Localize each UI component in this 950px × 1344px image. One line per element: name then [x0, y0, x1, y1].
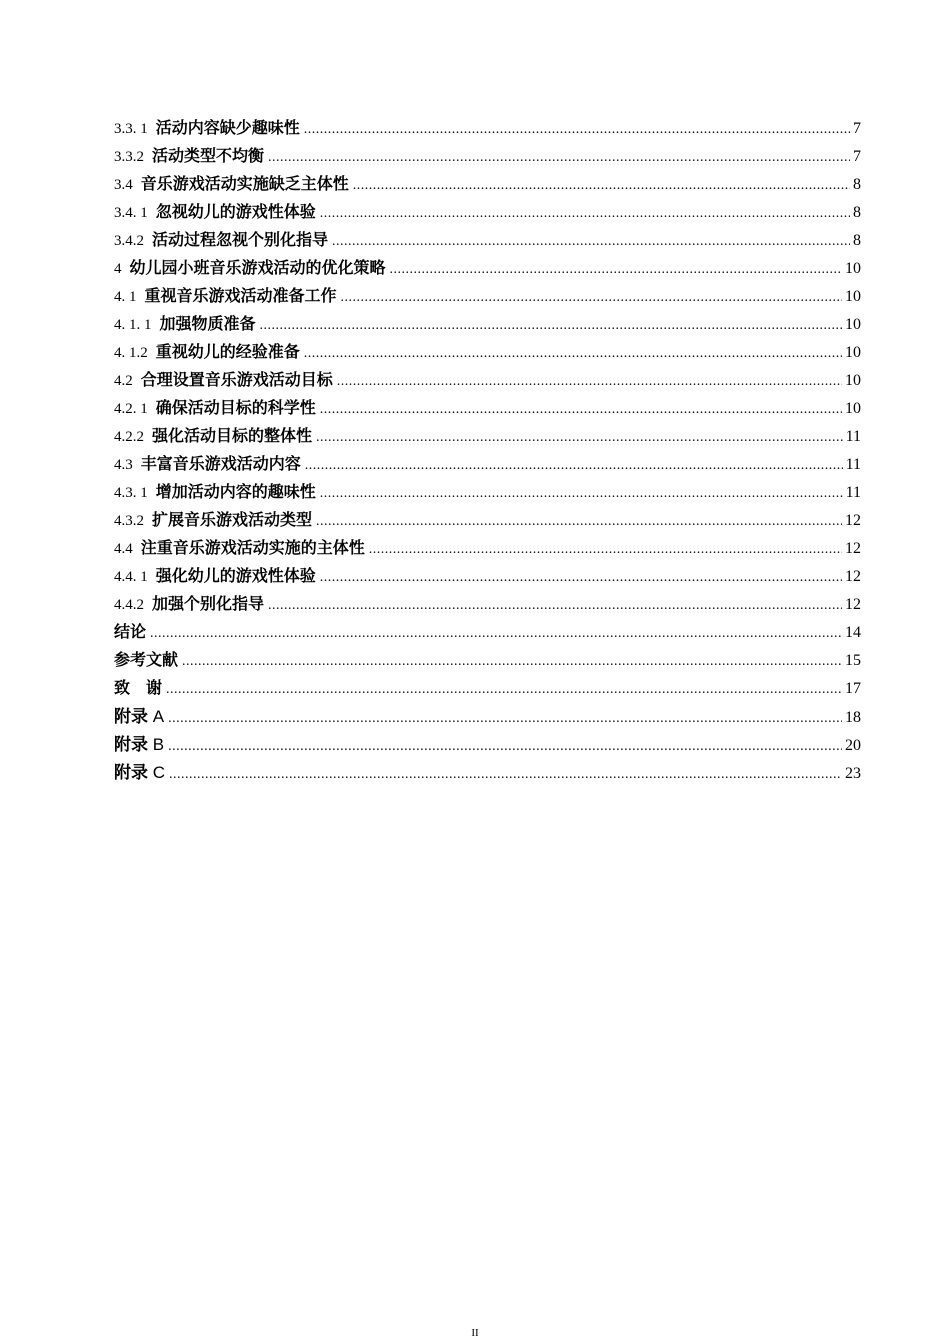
toc-entry-page: 12 — [845, 540, 861, 557]
toc-entry-title: 活动内容缺少趣味性 — [155, 120, 300, 137]
appendix-letter: A — [148, 707, 165, 726]
toc-entry-appendix-c[interactable] — [114, 759, 861, 787]
toc-dot-leader — [316, 508, 842, 536]
toc-entry-title: 活动类型不均衡 — [152, 148, 265, 165]
toc-entry-title: 合理设置音乐游戏活动目标 — [140, 372, 333, 389]
toc-entry-page: 11 — [845, 484, 861, 501]
toc-entry-title — [114, 731, 164, 759]
toc-dot-leader — [390, 256, 842, 284]
toc-entry-number: 4.3.2 — [114, 513, 144, 529]
toc-entry[interactable] — [114, 507, 861, 535]
toc-entry-title: 扩展音乐游戏活动类型 — [152, 512, 313, 529]
toc-entry-page: 17 — [845, 680, 861, 697]
toc-entry[interactable] — [114, 227, 861, 255]
toc-dot-leader — [169, 761, 842, 789]
toc-entry[interactable] — [114, 451, 861, 479]
toc-entry-title: 活动过程忽视个别化指导 — [152, 232, 329, 249]
toc-dot-leader — [320, 564, 842, 592]
table-of-contents — [114, 115, 861, 787]
toc-entry[interactable] — [114, 283, 861, 311]
toc-entry-title: 强化活动目标的整体性 — [152, 428, 313, 445]
toc-dot-leader — [341, 284, 842, 312]
toc-entry-page: 8 — [853, 232, 861, 249]
toc-entry-conclusion[interactable] — [114, 619, 861, 647]
toc-dot-leader — [268, 592, 842, 620]
toc-dot-leader — [268, 144, 850, 172]
toc-entry[interactable] — [114, 591, 861, 619]
toc-entry-title — [114, 703, 164, 731]
toc-entry[interactable] — [114, 199, 861, 227]
toc-dot-leader — [168, 733, 842, 761]
toc-entry-number: 4.3 — [114, 457, 133, 473]
toc-dot-leader — [316, 424, 843, 452]
toc-dot-leader — [353, 172, 850, 200]
toc-entry-title: 强化幼儿的游戏性体验 — [155, 568, 316, 585]
toc-entry-page: 11 — [845, 456, 861, 473]
appendix-label: 附录 — [114, 707, 148, 726]
toc-entry-title: 加强物质准备 — [159, 316, 256, 333]
toc-entry-appendix-b[interactable] — [114, 731, 861, 759]
toc-entry-page: 7 — [853, 148, 861, 165]
toc-entry[interactable] — [114, 479, 861, 507]
toc-entry-page: 23 — [845, 765, 861, 782]
toc-entry-page: 10 — [845, 260, 861, 277]
toc-entry-number: 4. 1 — [114, 289, 137, 305]
toc-entry-number: 4.4.2 — [114, 597, 144, 613]
toc-entry-number: 4. 1. 1 — [114, 317, 152, 333]
toc-entry-appendix-a[interactable] — [114, 703, 861, 731]
toc-dot-leader — [260, 312, 842, 340]
appendix-label: 附录 — [114, 735, 148, 754]
toc-entry-references[interactable] — [114, 647, 861, 675]
toc-dot-leader — [332, 228, 850, 256]
toc-entry-page: 8 — [853, 204, 861, 221]
toc-dot-leader — [150, 620, 842, 648]
toc-entry-title: 增加活动内容的趣味性 — [155, 484, 316, 501]
toc-entry-number: 4.2.2 — [114, 429, 144, 445]
toc-entry-page: 12 — [845, 512, 861, 529]
toc-entry[interactable] — [114, 171, 861, 199]
toc-entry-page: 10 — [845, 316, 861, 333]
toc-entry-number: 3.4. 1 — [114, 205, 148, 221]
toc-entry-title: 幼儿园小班音乐游戏活动的优化策略 — [129, 260, 386, 277]
toc-entry[interactable] — [114, 143, 861, 171]
toc-dot-leader — [320, 200, 850, 228]
toc-entry-page: 10 — [845, 344, 861, 361]
toc-entry-title — [114, 759, 165, 787]
toc-entry-number: 4. 1.2 — [114, 345, 148, 361]
toc-entry-page: 12 — [845, 596, 861, 613]
toc-entry-number: 3.3.2 — [114, 149, 144, 165]
toc-dot-leader — [320, 480, 843, 508]
toc-entry-number: 4 — [114, 261, 122, 277]
toc-entry-title: 音乐游戏活动实施缺乏主体性 — [140, 176, 349, 193]
toc-entry[interactable] — [114, 339, 861, 367]
toc-entry[interactable] — [114, 423, 861, 451]
toc-entry-number: 4.2. 1 — [114, 401, 148, 417]
appendix-letter: C — [148, 763, 165, 782]
page-number-footer: II — [471, 1327, 479, 1339]
toc-entry[interactable] — [114, 535, 861, 563]
toc-entry[interactable] — [114, 115, 861, 143]
toc-dot-leader — [168, 705, 842, 733]
toc-dot-leader — [305, 452, 843, 480]
toc-entry[interactable] — [114, 311, 861, 339]
appendix-letter: B — [148, 735, 165, 754]
appendix-label: 附录 — [114, 763, 148, 782]
toc-entry-page: 7 — [853, 120, 861, 137]
toc-entry-page: 8 — [853, 176, 861, 193]
toc-entry[interactable] — [114, 395, 861, 423]
toc-entry-page: 10 — [845, 400, 861, 417]
toc-dot-leader — [304, 340, 842, 368]
toc-entry-page: 10 — [845, 288, 861, 305]
toc-entry-title: 重视音乐游戏活动准备工作 — [144, 288, 337, 305]
toc-entry-page: 18 — [845, 709, 861, 726]
toc-entry-page: 12 — [845, 568, 861, 585]
toc-entry-acknowledgements[interactable] — [114, 675, 861, 703]
toc-entry-page: 14 — [845, 624, 861, 641]
toc-dot-leader — [337, 368, 842, 396]
toc-entry-number: 3.4 — [114, 177, 133, 193]
toc-dot-leader — [166, 676, 842, 704]
toc-entry-title: 致 谢 — [114, 680, 163, 697]
toc-entry-title: 丰富音乐游戏活动内容 — [140, 456, 301, 473]
toc-entry[interactable] — [114, 255, 861, 283]
toc-entry-page: 20 — [845, 737, 861, 754]
toc-entry[interactable] — [114, 563, 861, 591]
toc-entry-page: 11 — [845, 428, 861, 445]
toc-entry-number: 4.3. 1 — [114, 485, 148, 501]
toc-entry-title: 结论 — [114, 624, 147, 641]
toc-entry-number: 4.2 — [114, 373, 133, 389]
toc-entry-title: 参考文献 — [114, 652, 179, 669]
toc-entry-page: 15 — [845, 652, 861, 669]
toc-entry-number: 3.3. 1 — [114, 121, 148, 137]
toc-dot-leader — [369, 536, 842, 564]
toc-entry-number: 4.4 — [114, 541, 133, 557]
toc-entry-number: 3.4.2 — [114, 233, 144, 249]
toc-entry-title: 忽视幼儿的游戏性体验 — [155, 204, 316, 221]
toc-entry-title: 重视幼儿的经验准备 — [155, 344, 300, 361]
toc-dot-leader — [320, 396, 842, 424]
toc-entry-page: 10 — [845, 372, 861, 389]
toc-entry-title: 确保活动目标的科学性 — [155, 400, 316, 417]
toc-dot-leader — [304, 116, 850, 144]
toc-entry[interactable] — [114, 367, 861, 395]
toc-entry-title: 注重音乐游戏活动实施的主体性 — [140, 540, 365, 557]
toc-entry-title: 加强个别化指导 — [152, 596, 265, 613]
toc-entry-number: 4.4. 1 — [114, 569, 148, 585]
toc-dot-leader — [182, 648, 842, 676]
